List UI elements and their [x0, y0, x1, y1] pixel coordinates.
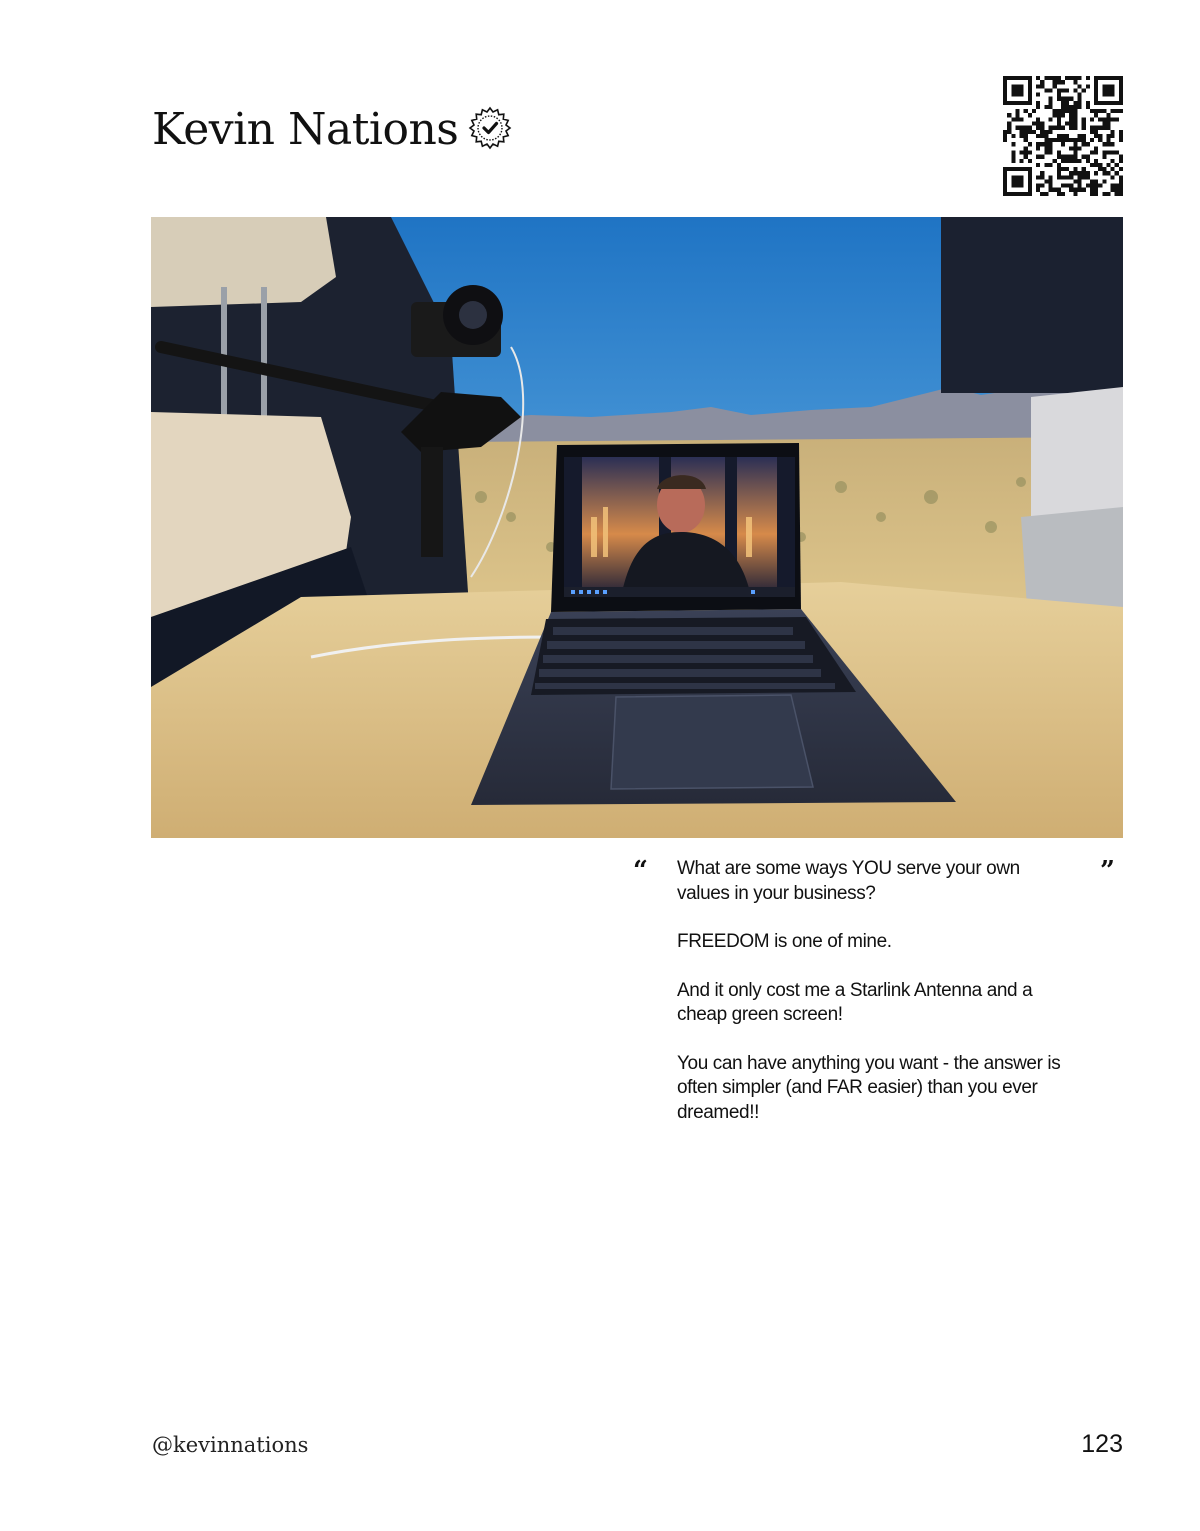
close-quote-mark: ”: [1100, 856, 1115, 886]
open-quote-mark: “: [633, 856, 648, 886]
page-number: 123: [1081, 1430, 1123, 1458]
qr-code-icon[interactable]: [1003, 76, 1123, 196]
page-title: Kevin Nations: [152, 104, 459, 155]
quote-paragraph: You can have anything you want - the answer is often simpler (and FAR easier) than you ever dreamed!!: [677, 1052, 1061, 1123]
verified-badge-icon: [466, 104, 514, 152]
laptop-on-desk-photo: [151, 217, 1123, 838]
quote-paragraph: FREEDOM is one of mine.: [677, 931, 892, 952]
quote-paragraph: And it only cost me a Starlink Antenna and a cheap green screen!: [677, 979, 1033, 1025]
quote-paragraph: What are some ways YOU serve your own values in your business?: [677, 858, 1020, 904]
social-handle[interactable]: @kevinnations: [152, 1433, 309, 1457]
quote-text: [677, 857, 1077, 1149]
